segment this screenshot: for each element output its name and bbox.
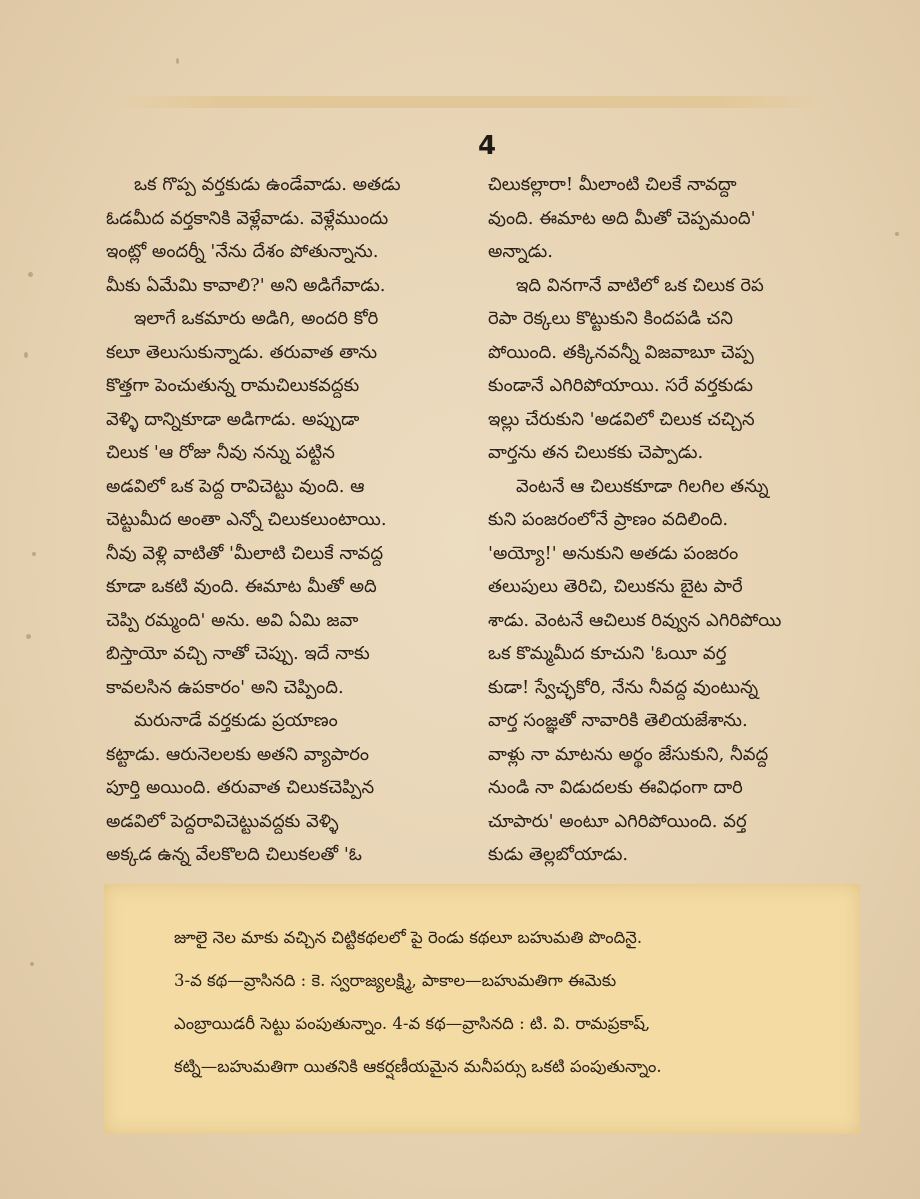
notice-line: 3-వ కథ—వ్రాసినది : కె. స్వరాజ్యలక్ష్మి, పాకాల—బహుమతిగా ఈమెకు: [174, 971, 617, 990]
left-paragraph-1: [106, 168, 478, 302]
text-line: చిలుకల్లారా! మీలాంటి చిలకే నావద్దా: [488, 174, 737, 195]
text-line: కుడు తెల్లబోయాడు.: [488, 844, 629, 865]
text-line: అక్కడ ఉన్న వేలకొలది చిలుకలతో 'ఓ: [106, 844, 362, 865]
right-column: [488, 168, 862, 872]
right-paragraph-1: [488, 168, 862, 269]
text-line: ఇది వినగానే వాటిలో ఒక చిలుక రెప: [516, 274, 764, 296]
text-line: కావలసిన ఉపకారం' అని చెప్పింది.: [106, 676, 344, 698]
text-line: కుడా! స్వేచ్ఛకోరి, నేను నీవద్ద వుంటున్న: [488, 676, 759, 698]
text-line: తలుపులు తెరిచి, చిలుకను బైట పారే: [488, 576, 743, 597]
text-line: కొత్తగా పెంచుతున్న రామచిలుకవద్దకు: [106, 375, 360, 396]
paper-speck: [28, 272, 33, 277]
paper-speck: [30, 962, 34, 966]
text-line: చెట్టుమీద అంతా ఎన్నో చిలుకలుంటాయి.: [106, 509, 387, 530]
text-line: వార్తను తన చిలుకకు చెప్పాడు.: [488, 442, 704, 463]
text-line: పూర్తి అయింది. తరువాత చిలుకచెప్పిన: [106, 777, 375, 798]
text-line: బిస్తాయో వచ్చి నాతో చెప్పు. ఇదే నాకు: [106, 643, 370, 664]
text-line: ఒక కొమ్మమీద కూచుని 'ఓయీ వర్త: [488, 643, 727, 664]
text-line: మీకు ఏమేమి కావాలి?' అని అడిగేవాడు.: [106, 274, 386, 296]
text-line: అడవిలో ఒక పెద్ద రావిచెట్టు వుంది. ఆ: [106, 475, 365, 497]
text-line: ఇల్లు చేరుకుని 'అడవిలో చిలుక చచ్చిన: [488, 408, 755, 430]
text-line: ఇంట్లో అందర్నీ 'నేను దేశం పోతున్నాను.: [106, 241, 379, 262]
text-line: 'అయ్యో!' అనుకుని అతడు పంజరం: [488, 542, 739, 564]
text-line: వెళ్ళి దాన్నికూడా అడిగాడు. అప్పుడా: [106, 408, 360, 430]
paper-speck: [895, 232, 899, 236]
text-line: కుండానే ఎగిరిపోయాయి. సరే వర్తకుడు: [488, 375, 753, 396]
notice-line: జూలై నెల మాకు వచ్చిన చిట్టికథలలో పై రెండు కథలూ బహుమతి పొందినై.: [174, 928, 643, 947]
notice-line: ఎంబ్రాయిడరీ సెట్టు పంపుతున్నాం. 4-వ కథ—వ్రాసినది : టి. వి. రామప్రకాష్,: [174, 1014, 651, 1033]
text-line: నుండి నా విడుదలకు ఈవిధంగా దారి: [488, 777, 743, 798]
paper-speck: [176, 58, 179, 64]
text-line: కలూ తెలుసుకున్నాడు. తరువాత తాను: [106, 341, 378, 363]
text-line: కట్టాడు. ఆరునెలలకు అతని వ్యాపారం: [106, 743, 370, 765]
notice-line: కట్ని—బహుమతిగా యితనికి ఆకర్షణీయమైన మనీపర్సు ఒకటి పంపుతున్నాం.: [174, 1057, 662, 1076]
prize-notice-text: [174, 916, 814, 1088]
paper-speck: [32, 552, 36, 556]
text-line: చూపారు' అంటూ ఎగిరిపోయింది. వర్త: [488, 810, 747, 832]
page-number: 4: [478, 131, 497, 161]
right-paragraph-3: [488, 470, 862, 872]
text-line: వాళ్లు నా మాటను అర్థం జేసుకుని, నీవద్ద: [488, 743, 769, 765]
paper-speck: [24, 352, 28, 358]
text-line: చిలుక 'ఆ రోజు నీవు నన్ను పట్టిన: [106, 442, 335, 463]
text-line: రెపా రెక్కలు కొట్టుకుని కిందపడి చని: [488, 308, 733, 329]
text-line: నీవు వెళ్లి వాటితో 'మీలాటి చిలుకే నావద్ద: [106, 542, 384, 564]
text-line: మరునాడే వర్తకుడు ప్రయాణం: [134, 710, 338, 731]
top-decorative-band: [110, 96, 830, 108]
text-line: ఒక గొప్ప వర్తకుడు ఉండేవాడు. అతడు: [134, 174, 401, 195]
text-line: ఓడమీద వర్తకానికి వెళ్లేవాడు. వెళ్లేముందు: [106, 207, 389, 229]
left-paragraph-3: [106, 704, 478, 872]
left-column: [106, 168, 478, 872]
text-line: కుని పంజరంలోనే ప్రాణం వదిలింది.: [488, 509, 729, 530]
prize-notice-box: [104, 884, 860, 1134]
text-line: ఇలాగే ఒకమారు అడిగి, అందరి కోరి: [134, 308, 379, 329]
text-line: అన్నాడు.: [488, 241, 553, 262]
text-line: శాడు. వెంటనే ఆచిలుక రివ్వున ఎగిరిపోయి: [488, 609, 782, 631]
text-line: అడవిలో పెద్దరావిచెట్టువద్దకు వెళ్ళి: [106, 810, 339, 832]
text-line: పోయింది. తక్కినవన్నీ విజవాబూ చెప్ప: [488, 341, 754, 363]
text-line: వెంటనే ఆ చిలుకకూడా గిలగిల తన్ను: [516, 475, 769, 497]
text-line: కూడా ఒకటి వుంది. ఈమాట మీతో అది: [106, 576, 377, 597]
text-line: చెప్పి రమ్మంది' అను. అవి ఏమి జవా: [106, 609, 359, 631]
text-line: వుంది. ఈమాట అది మీతో చెప్పమంది': [488, 207, 756, 229]
paper-speck: [26, 634, 31, 639]
text-line: వార్త సంజ్ఞతో నావారికి తెలియజేశాను.: [488, 710, 748, 731]
left-paragraph-2: [106, 302, 478, 704]
right-paragraph-2: [488, 269, 862, 470]
